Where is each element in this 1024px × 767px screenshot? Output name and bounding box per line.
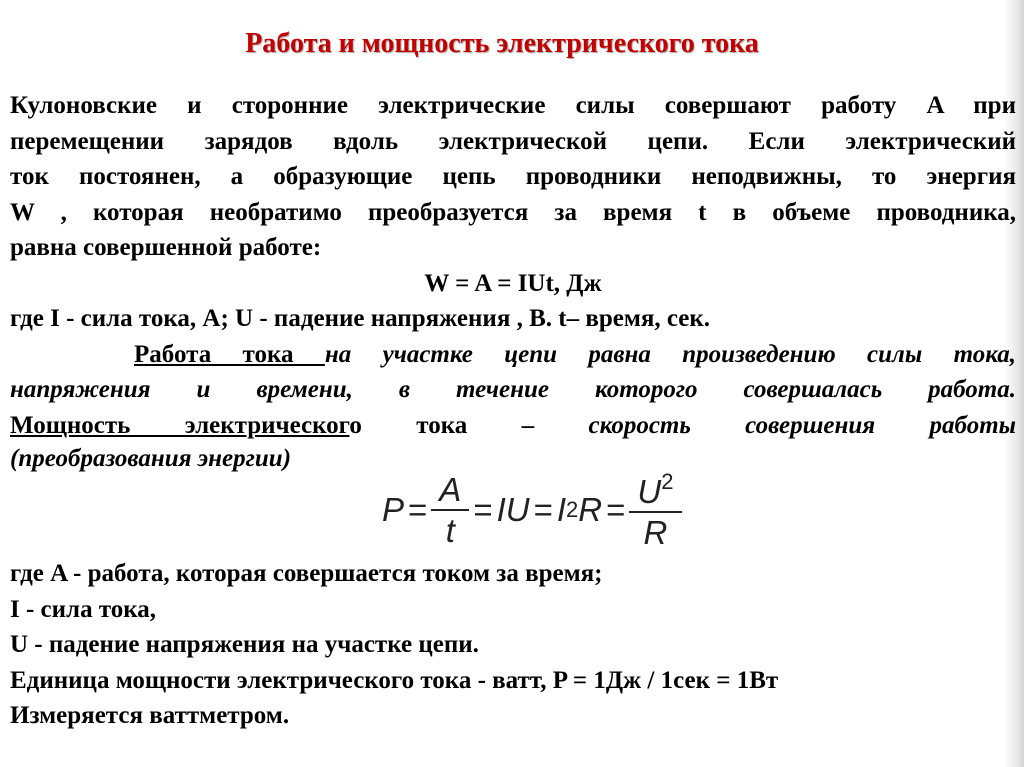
text-line: W , которая необратимо преобразуется за время t в объеме проводника, [10, 198, 1016, 226]
formula-r: R [578, 491, 603, 529]
denominator-t: t [431, 509, 469, 547]
legend-line: I - сила тока, [10, 595, 157, 623]
units-note: где I - сила тока, A; U - падение напряжения , В. t– время, сек. [10, 305, 711, 332]
numerator-u-squared: $U^2$ [637, 469, 674, 510]
work-definition-line: напряжения и времени, в течение которого совершалась работа. [10, 376, 1016, 403]
formula-equals: = [533, 491, 553, 529]
work-equation: W = A = IUt, Дж [424, 269, 602, 297]
formula-p: P [382, 491, 405, 529]
power-definition-line: (преобразования энергии) [10, 445, 292, 472]
text-line: ток постоянен, а образующие цепь проводники неподвижны, то энергия [10, 163, 1016, 190]
power-definition-line [10, 408, 1016, 444]
legend-line: Единица мощности электрического тока - ватт, P = 1Дж / 1сек = 1Вт [10, 666, 779, 694]
formula-equals: = [473, 491, 493, 529]
text-line: равна совершенной работе: [10, 234, 322, 261]
power-term-tail: о тока – [349, 411, 535, 439]
formula-row [10, 441, 1016, 556]
power-definition-text: скорость совершения работы [534, 411, 1016, 439]
slide-body [10, 88, 1016, 734]
work-definition-text: на участке цепи равна произведению силы тока, [324, 340, 1016, 368]
numerator-a: A [439, 471, 462, 508]
formula-equals: = [408, 491, 428, 529]
text-line: перемещении зарядов вдоль электрической цепи. Если электрический [10, 127, 1016, 155]
formula-equals: = [606, 491, 626, 529]
formula-i: I [556, 491, 567, 529]
formula-square: 2 [566, 497, 579, 523]
fraction-u2-over-r [633, 471, 677, 549]
power-term: Мощность электрическог [10, 411, 350, 439]
work-definition-line [10, 337, 1016, 373]
legend-line: U - падение напряжения на участке цепи. [10, 631, 479, 658]
legend-line: Измеряется ваттметром. [10, 702, 290, 729]
work-term: Работа тока [134, 340, 325, 368]
fraction-a-over-t [435, 473, 465, 547]
slide-title: Работа и мощность электрического тока [245, 28, 759, 59]
legend-line: где A - работа, которая совершается током за время; [10, 560, 603, 587]
text-line: Кулоновские и сторонние электрические силы совершают работу A при [10, 92, 1016, 119]
denominator-r: R [629, 511, 681, 549]
formula-iu: IU [496, 491, 530, 529]
power-formula [382, 471, 682, 549]
